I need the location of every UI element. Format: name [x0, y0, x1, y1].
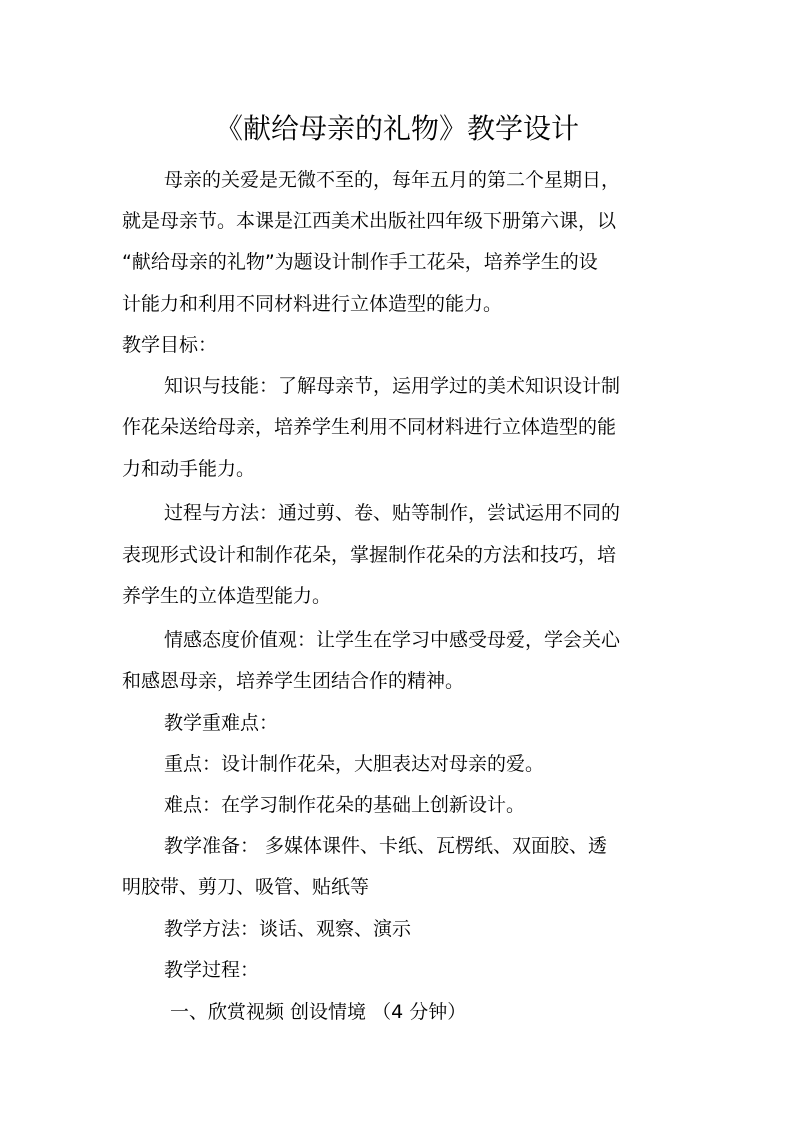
process-line-2: 表现形式设计和制作花朵，掌握制作花朵的方法和技巧，培 [122, 544, 617, 566]
teaching-methods: 教学方法：谈话、观察、演示 [164, 918, 412, 940]
emotion-line-2: 和感恩母亲，培养学生团结合作的精神。 [122, 670, 465, 692]
goals-heading: 教学目标： [122, 334, 218, 356]
preparation-line-1: 教学准备： 多媒体课件、卡纸、瓦楞纸、双面胶、透 [164, 835, 608, 857]
key-difficulty-heading: 教学重难点： [164, 712, 279, 734]
difficult-point: 难点：在学习制作花朵的基础上创新设计。 [164, 794, 526, 816]
key-point: 重点：设计制作花朵，大胆表达对母亲的爱。 [164, 753, 545, 775]
intro-line-1: 母亲的关爱是无微不至的，每年五月的第二个星期日， [164, 169, 621, 191]
emotion-line-1: 情感态度价值观：让学生在学习中感受母爱，学会关心 [164, 629, 621, 651]
knowledge-line-2: 作花朵送给母亲，培养学生利用不同材料进行立体造型的能 [122, 416, 617, 438]
intro-line-2: 就是母亲节。本课是江西美术出版社四年级下册第六课，以 [122, 210, 617, 232]
document-title: 《献给母亲的礼物》教学设计 [214, 112, 579, 145]
process-line-3: 养学生的立体造型能力。 [122, 585, 332, 607]
step-one: 一、欣赏视频 创设情境 （4 分钟） [170, 1001, 467, 1023]
process-heading: 教学过程： [164, 959, 260, 981]
intro-line-4: 计能力和利用不同材料进行立体造型的能力。 [122, 293, 503, 315]
preparation-line-2: 明胶带、剪刀、吸管、贴纸等 [122, 876, 370, 898]
knowledge-line-1: 知识与技能：了解母亲节，运用学过的美术知识设计制 [164, 375, 621, 397]
knowledge-line-3: 力和动手能力。 [122, 458, 256, 480]
intro-line-3: “献给母亲的礼物”为题设计制作手工花朵，培养学生的设 [122, 251, 598, 273]
process-line-1: 过程与方法：通过剪、卷、贴等制作，尝试运用不同的 [164, 502, 621, 524]
